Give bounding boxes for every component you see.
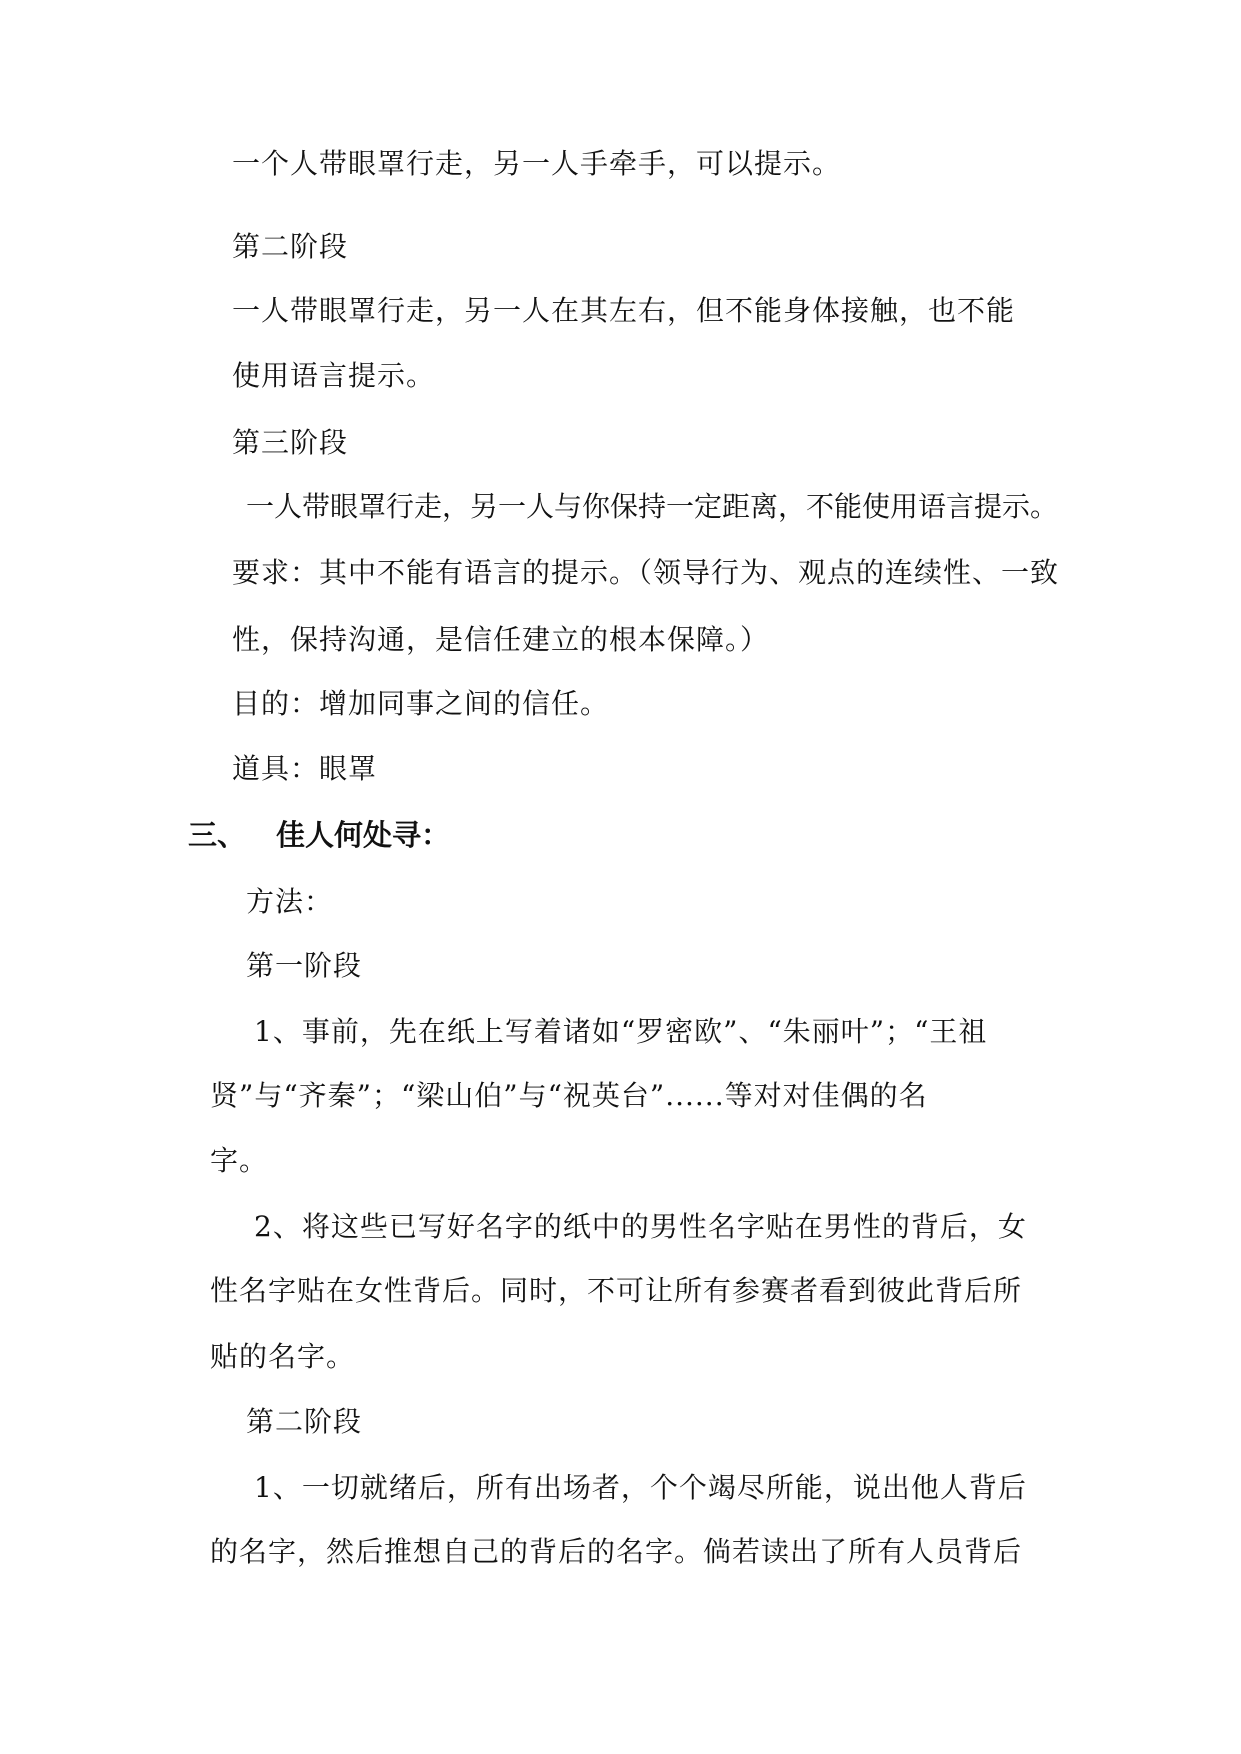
paragraph-line: 1、一切就绪后，所有出场者，个个竭尽所能，说出他人背后 bbox=[254, 1471, 1027, 1504]
paragraph-line: 的名字，然后推想自己的背后的名字。倘若读出了所有人员背后 bbox=[210, 1535, 1023, 1568]
stage-label: 第一阶段 bbox=[246, 949, 363, 982]
paragraph-line: 一人带眼罩行走，另一人在其左右，但不能身体接触，也不能 bbox=[232, 294, 1016, 327]
paragraph-line: 性名字贴在女性背后。同时，不可让所有参赛者看到彼此背后所 bbox=[210, 1274, 1023, 1307]
paragraph-line: 一个人带眼罩行走，另一人手牵手，可以提示。 bbox=[232, 147, 842, 180]
paragraph-line: 字。 bbox=[210, 1144, 269, 1177]
paragraph-line: 2、将这些已写好名字的纸中的男性名字贴在男性的背后，女 bbox=[254, 1210, 1027, 1243]
section-number: 三、 bbox=[188, 818, 247, 852]
props-line: 道具：眼罩 bbox=[232, 752, 378, 785]
paragraph-line: 一人带眼罩行走，另一人与你保持一定距离，不能使用语言提示。 bbox=[246, 490, 1059, 523]
section-heading bbox=[188, 817, 450, 853]
paragraph-line: 使用语言提示。 bbox=[232, 359, 436, 392]
stage-label: 第三阶段 bbox=[232, 426, 349, 459]
requirement-line: 要求：其中不能有语言的提示。（领导行为、观点的连续性、一致 bbox=[232, 556, 1060, 589]
section-title: 佳人何处寻： bbox=[276, 818, 451, 852]
stage-label: 第二阶段 bbox=[232, 230, 349, 263]
purpose-line: 目的：增加同事之间的信任。 bbox=[232, 687, 610, 720]
paragraph-line: 1、事前，先在纸上写着诸如“罗密欧”、“朱丽叶”；“王祖 bbox=[254, 1015, 988, 1048]
paragraph-line: 贤”与“齐秦”；“梁山伯”与“祝英台”......等对对佳偶的名 bbox=[210, 1079, 928, 1112]
paragraph-line: 贴的名字。 bbox=[210, 1340, 356, 1373]
stage-label: 第二阶段 bbox=[246, 1405, 363, 1438]
requirement-line: 性，保持沟通，是信任建立的根本保障。） bbox=[232, 623, 770, 656]
method-label: 方法： bbox=[246, 885, 334, 918]
